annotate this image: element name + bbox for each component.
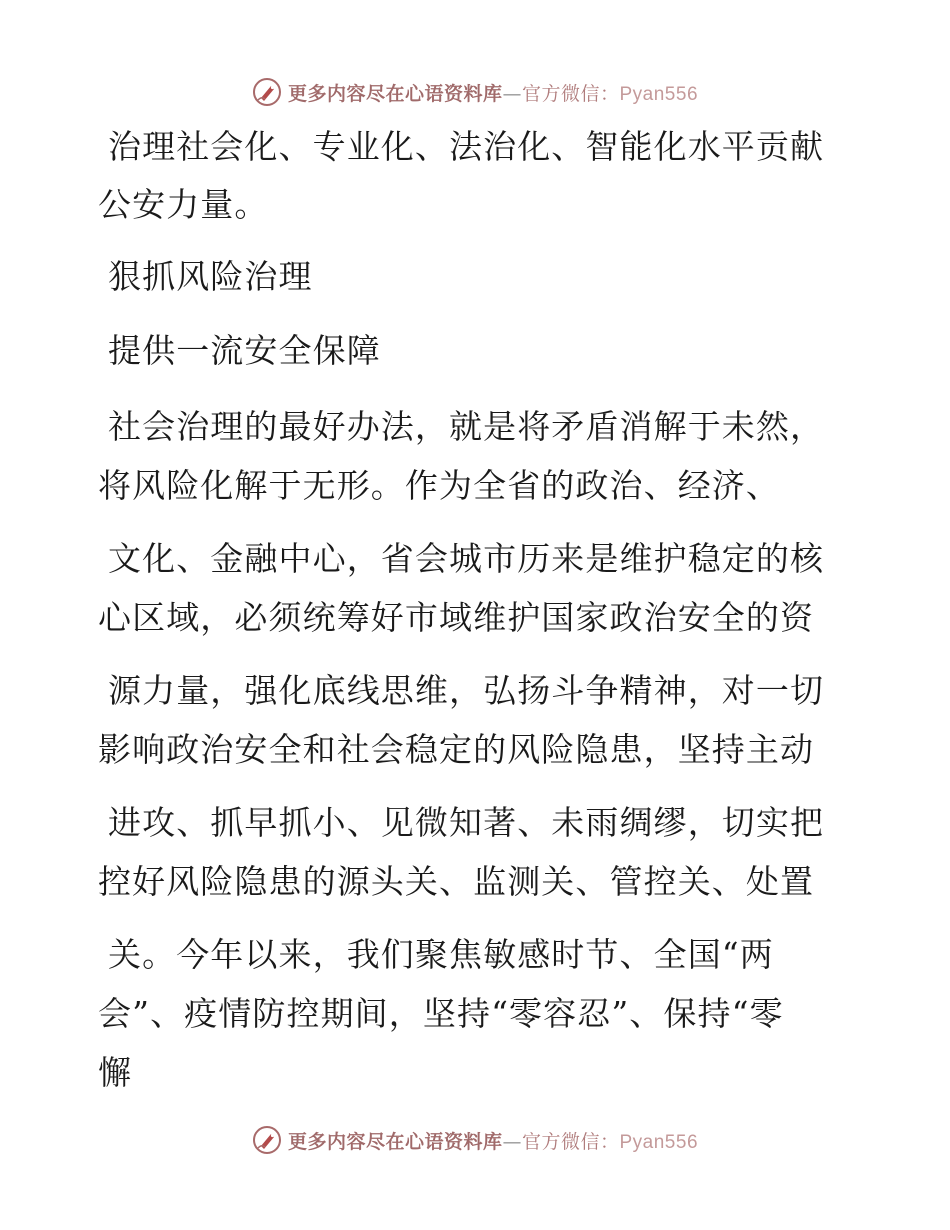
- body-line: 关。今年以来，我们聚焦敏感时节、全国“两: [108, 935, 774, 974]
- body-line: 公安力量。: [98, 185, 269, 224]
- watermark-separator: —: [502, 82, 522, 105]
- watermark-wechat-label: 官方微信：: [521, 1130, 620, 1153]
- body-line: 控好风险隐患的源头关、监测关、管控关、处置: [98, 862, 815, 901]
- watermark-wechat-label: 官方微信：: [521, 82, 620, 105]
- watermark-wechat-id: Pyan556: [619, 83, 699, 105]
- watermark-wechat-id: Pyan556: [619, 1131, 699, 1153]
- section-heading: 提供一流安全保障: [108, 331, 381, 370]
- body-line: 会”、疫情防控期间，坚持“零容忍”、保持“零: [98, 994, 784, 1033]
- body-line: 将风险化解于无形。作为全省的政治、经济、: [98, 466, 780, 505]
- watermark-text: [288, 1127, 698, 1154]
- watermark-separator: —: [502, 1130, 522, 1153]
- body-line: 进攻、抓早抓小、见微知著、未雨绸缪，切实把: [108, 803, 825, 842]
- body-line: 心区域，必须统筹好市域维护国家政治安全的资: [98, 598, 815, 637]
- watermark-banner-bottom: [0, 1120, 950, 1160]
- body-line: 文化、金融中心，省会城市历来是维护稳定的核: [108, 539, 825, 578]
- pen-nib-logo-icon: [252, 1125, 282, 1155]
- body-line: 源力量，强化底线思维，弘扬斗争精神，对一切: [108, 671, 825, 710]
- body-line: 治理社会化、专业化、法治化、智能化水平贡献: [108, 127, 825, 166]
- body-line: 影响政治安全和社会稳定的风险隐患，坚持主动: [98, 730, 815, 769]
- watermark-brand: 更多内容尽在心语资料库: [287, 82, 503, 105]
- body-line: 懈: [98, 1053, 133, 1092]
- watermark-brand: 更多内容尽在心语资料库: [287, 1130, 503, 1153]
- section-heading: 狠抓风险治理: [108, 257, 313, 296]
- body-line: 社会治理的最好办法，就是将矛盾消解于未然，: [108, 407, 825, 446]
